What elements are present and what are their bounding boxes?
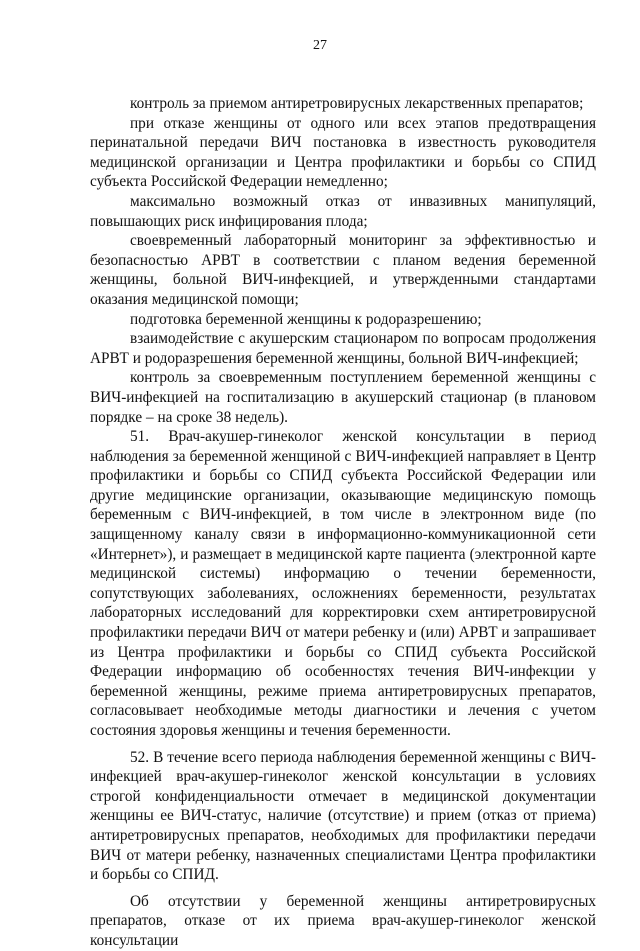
paragraph-refusal-notification: при отказе женщины от одного или всех этапов предотвращения перинатальной передачи ВИЧ постановка в известность руководителя медицинской организации и Центра профилактики и борьбы со СПИД субъекта Российской Федерации немедленно;: [90, 114, 596, 191]
paragraph-item-51: 51. Врач-акушер-гинеколог женской консультации в период наблюдения за беременной женщиной с ВИЧ-инфекцией направляет в Центр профилактики и борьбы со СПИД субъекта Российской Федерации или другие медицинские организации, оказывающие медицинскую помощь беременным с ВИЧ-инфекцией, в том числе в электронном виде (по защищенному каналу связи в информационно-коммуникационной сети «Интернет»), и размещает в медицинской карте пациента (электронной карте медицинской системы) информацию о течении беременности, сопутствующих заболеваниях, осложнениях беременности, результатах лабораторных исследований для корректировки схем антиретровирусной профилактики передачи ВИЧ от матери ребенку и (или) АРВТ и запрашивает из Центра профилактики и борьбы со СПИД субъекта Российской Федерации информацию об особенностях течения ВИЧ-инфекции у беременной женщины, режиме приема антиретровирусных препаратов, согласовывает необходимые методы диагностики и лечения с учетом состояния здоровья женщины и течения беременности.: [90, 428, 596, 739]
paragraph-arv-control: контроль за приемом антиретровирусных лекарственных препаратов;: [130, 95, 584, 112]
paragraph-invasive-manipulations: максимально возможный отказ от инвазивных манипуляций, повышающих риск инфицирования плода;: [90, 192, 596, 230]
paragraph-delivery-preparation: подготовка беременной женщины к родоразрешению;: [130, 310, 482, 328]
paragraph-hospitalization-control: контроль за своевременным поступлением беременной женщины с ВИЧ-инфекцией на госпитализацию в акушерский стационар (в плановом порядке – на сроке 38 недель).: [90, 369, 596, 426]
paragraph-absence-arv: Об отсутствии у беременной женщины антиретровирусных препаратов, отказе от их приема врач-акушер-гинеколог женской консультации: [90, 892, 596, 949]
document-body: [90, 94, 596, 951]
paragraph-lab-monitoring: своевременный лабораторный мониторинг за эффективностью и безопасностью АРВТ в соответствии с планом ведения беременной женщины, больной ВИЧ-инфекцией, и утвержденными стандартами оказания медицинской помощи;: [90, 232, 596, 308]
paragraph-obstetric-interaction: взаимодействие с акушерским стационаром по вопросам продолжения АРВТ и родоразрешения беременной женщины, больной ВИЧ-инфекцией;: [90, 330, 596, 367]
page-number: 27: [313, 38, 327, 53]
paragraph-item-52: 52. В течение всего периода наблюдения беременной женщины с ВИЧ-инфекцией врач-акушер-гинеколог женской консультации в условиях строгой конфиденциальности отмечает в медицинской документации женщины ее ВИЧ-статус, наличие (отсутствие) и прием (отказ от приема) антиретровирусных препаратов, необходимых для профилактики передачи ВИЧ от матери ребенку, назначенных специалистами Центра профилактики и борьбы со СПИД.: [90, 748, 596, 884]
